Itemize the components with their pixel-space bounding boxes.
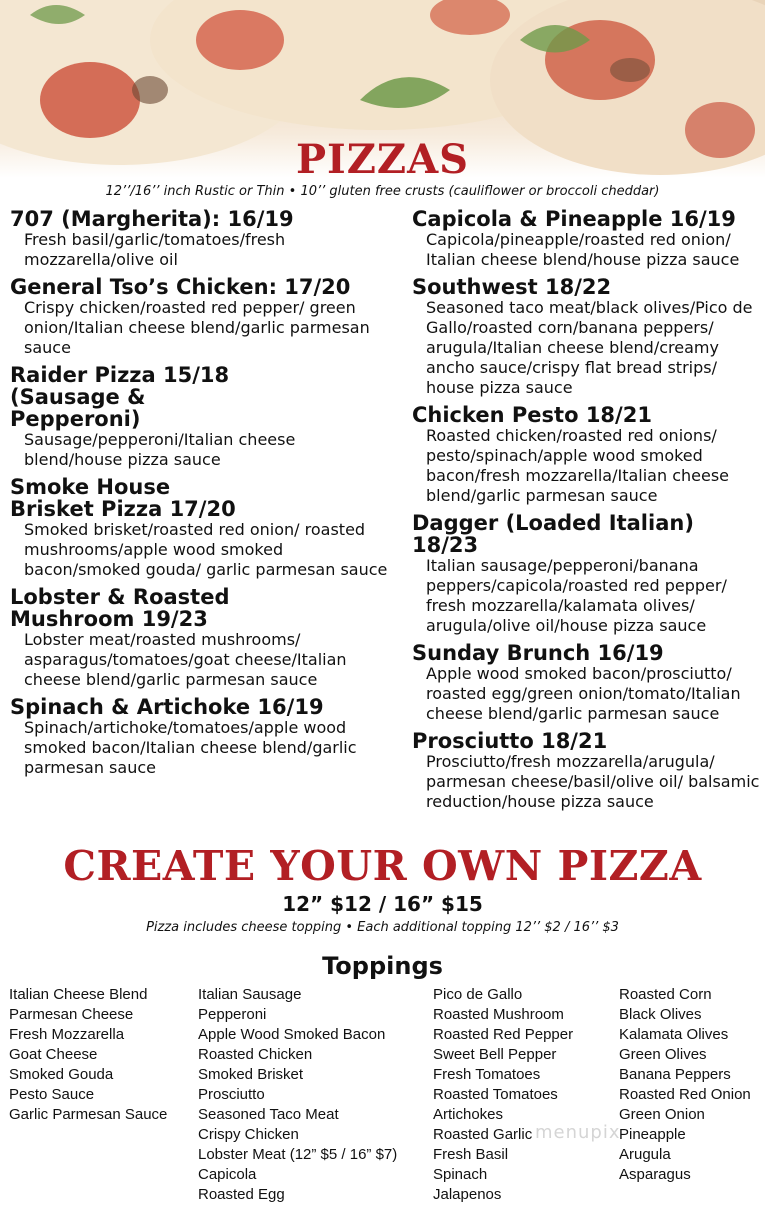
topping-item: Fresh Basil	[433, 1146, 509, 1163]
topping-item: Asparagus	[619, 1166, 691, 1183]
topping-item: Roasted Egg	[198, 1186, 285, 1203]
topping-item: Garlic Parmesan Sauce	[9, 1106, 168, 1123]
topping-item: Goat Cheese	[9, 1046, 98, 1063]
topping-item: Kalamata Olives	[619, 1026, 729, 1043]
topping-item: Fresh Tomatoes	[433, 1066, 541, 1083]
topping-item: Pepperoni	[198, 1006, 267, 1023]
topping-item: Roasted Mushroom	[433, 1006, 564, 1023]
menu-item	[10, 696, 395, 778]
topping-item: Green Onion	[619, 1106, 705, 1123]
topping-item: Roasted Chicken	[198, 1046, 313, 1063]
toppings-column-1	[9, 985, 167, 1125]
topping-item: Roasted Red Pepper	[433, 1026, 574, 1043]
item-name: Lobster & Roasted Mushroom 19/23	[10, 585, 230, 631]
item-name: Capicola & Pineapple 16/19	[412, 207, 736, 231]
item-name: Southwest 18/22	[412, 275, 612, 299]
topping-item: Italian Sausage	[198, 986, 302, 1003]
menu-item	[10, 476, 395, 580]
topping-item: Black Olives	[619, 1006, 702, 1023]
item-desc: Seasoned taco meat/black olives/Pico de Gallo/roasted corn/banana peppers/ arugula/Italian cheese blend/creamy ancho sauce/crispy flat bread strips/ house pizza sauce	[426, 298, 753, 397]
toppings-heading: Toppings	[322, 952, 443, 980]
topping-item: Lobster Meat (12” $5 / 16” $7)	[198, 1146, 398, 1163]
menu-item	[10, 586, 395, 690]
menu-item	[10, 208, 395, 270]
item-desc: Crispy chicken/roasted red pepper/ green onion/Italian cheese blend/garlic parmesan sauce	[24, 298, 370, 357]
page-title: PIZZAS	[295, 136, 470, 183]
topping-item: Capicola	[198, 1166, 257, 1183]
item-name: Dagger (Loaded Italian) 18/23	[412, 511, 694, 557]
item-name: Sunday Brunch 16/19	[412, 641, 664, 665]
item-desc: Lobster meat/roasted mushrooms/ asparagus/tomatoes/goat cheese/Italian cheese blend/garlic parmesan sauce	[24, 630, 347, 689]
menu-item	[412, 512, 760, 636]
create-your-own-price: 12” $12 / 16” $15	[282, 892, 483, 916]
item-name: Chicken Pesto 18/21	[412, 403, 652, 427]
topping-item: Banana Peppers	[619, 1066, 731, 1083]
topping-item: Roasted Garlic	[433, 1126, 533, 1143]
topping-item: Pineapple	[619, 1126, 686, 1143]
topping-item: Pesto Sauce	[9, 1086, 95, 1103]
topping-item: Italian Cheese Blend	[9, 986, 148, 1003]
toppings-column-3	[433, 985, 573, 1205]
toppings-column-2	[198, 985, 397, 1205]
item-name: General Tso’s Chicken: 17/20	[10, 275, 351, 299]
menu-item	[412, 208, 760, 270]
item-name: Spinach & Artichoke 16/19	[10, 695, 324, 719]
item-desc: Apple wood smoked bacon/prosciutto/ roasted egg/green onion/tomato/Italian cheese blend/garlic parmesan sauce	[426, 664, 741, 723]
topping-item: Fresh Mozzarella	[9, 1026, 125, 1043]
topping-item: Crispy Chicken	[198, 1126, 299, 1143]
topping-item: Roasted Corn	[619, 986, 712, 1003]
item-desc: Prosciutto/fresh mozzarella/arugula/ parmesan cheese/basil/olive oil/ balsamic reduction/house pizza sauce	[426, 752, 760, 811]
topping-item: Prosciutto	[198, 1086, 265, 1103]
item-desc: Fresh basil/garlic/tomatoes/fresh mozzarella/olive oil	[24, 230, 286, 269]
topping-item: Roasted Tomatoes	[433, 1086, 558, 1103]
item-desc: Smoked brisket/roasted red onion/ roasted mushrooms/apple wood smoked bacon/smoked gouda/ garlic parmesan sauce	[24, 520, 388, 579]
item-name: 707 (Margherita): 16/19	[10, 207, 294, 231]
topping-item: Pico de Gallo	[433, 986, 523, 1003]
item-desc: Roasted chicken/roasted red onions/ pesto/spinach/apple wood smoked bacon/fresh mozzarella/Italian cheese blend/garlic parmesan sauce	[426, 426, 729, 505]
menu-item	[10, 276, 395, 358]
pizza-column-right	[412, 208, 760, 818]
topping-item: Seasoned Taco Meat	[198, 1106, 339, 1123]
topping-item: Arugula	[619, 1146, 671, 1163]
item-desc: Sausage/pepperoni/Italian cheese blend/house pizza sauce	[24, 430, 296, 469]
item-desc: Capicola/pineapple/roasted red onion/ Italian cheese blend/house pizza sauce	[426, 230, 740, 269]
item-name: Prosciutto 18/21	[412, 729, 608, 753]
item-desc: Spinach/artichoke/tomatoes/apple wood smoked bacon/Italian cheese blend/garlic parmesan sauce	[24, 718, 357, 777]
pizza-column-left	[10, 208, 395, 784]
item-name: Raider Pizza 15/18 (Sausage & Pepperoni)	[10, 363, 230, 431]
crust-subtitle: 12’’/16’’ inch Rustic or Thin • 10’’ gluten free crusts (cauliflower or broccoli cheddar)	[105, 184, 660, 199]
topping-item: Green Olives	[619, 1046, 707, 1063]
topping-item: Apple Wood Smoked Bacon	[198, 1026, 386, 1043]
menu-item	[412, 730, 760, 812]
menu-item	[412, 404, 760, 506]
topping-item: Sweet Bell Pepper	[433, 1046, 557, 1063]
topping-item: Artichokes	[433, 1106, 504, 1123]
menu-item	[412, 642, 760, 724]
menu-item	[10, 364, 395, 470]
topping-item: Spinach	[433, 1166, 488, 1183]
topping-item: Jalapenos	[433, 1186, 502, 1203]
item-name: Smoke House Brisket Pizza 17/20	[10, 475, 236, 521]
topping-item: Smoked Brisket	[198, 1066, 304, 1083]
topping-item: Roasted Red Onion	[619, 1086, 751, 1103]
topping-item: Parmesan Cheese	[9, 1006, 134, 1023]
watermark: menupix	[535, 1122, 621, 1143]
topping-price-note: Pizza includes cheese topping • Each additional topping 12’’ $2 / 16’’ $3	[146, 920, 619, 935]
topping-item: Smoked Gouda	[9, 1066, 114, 1083]
item-desc: Italian sausage/pepperoni/banana peppers/capicola/roasted red pepper/ fresh mozzarella/kalamata olives/ arugula/olive oil/house pizza sauce	[426, 556, 727, 635]
menu-item	[412, 276, 760, 398]
toppings-column-4	[619, 985, 751, 1185]
create-your-own-title: CREATE YOUR OWN PIZZA	[63, 842, 702, 890]
